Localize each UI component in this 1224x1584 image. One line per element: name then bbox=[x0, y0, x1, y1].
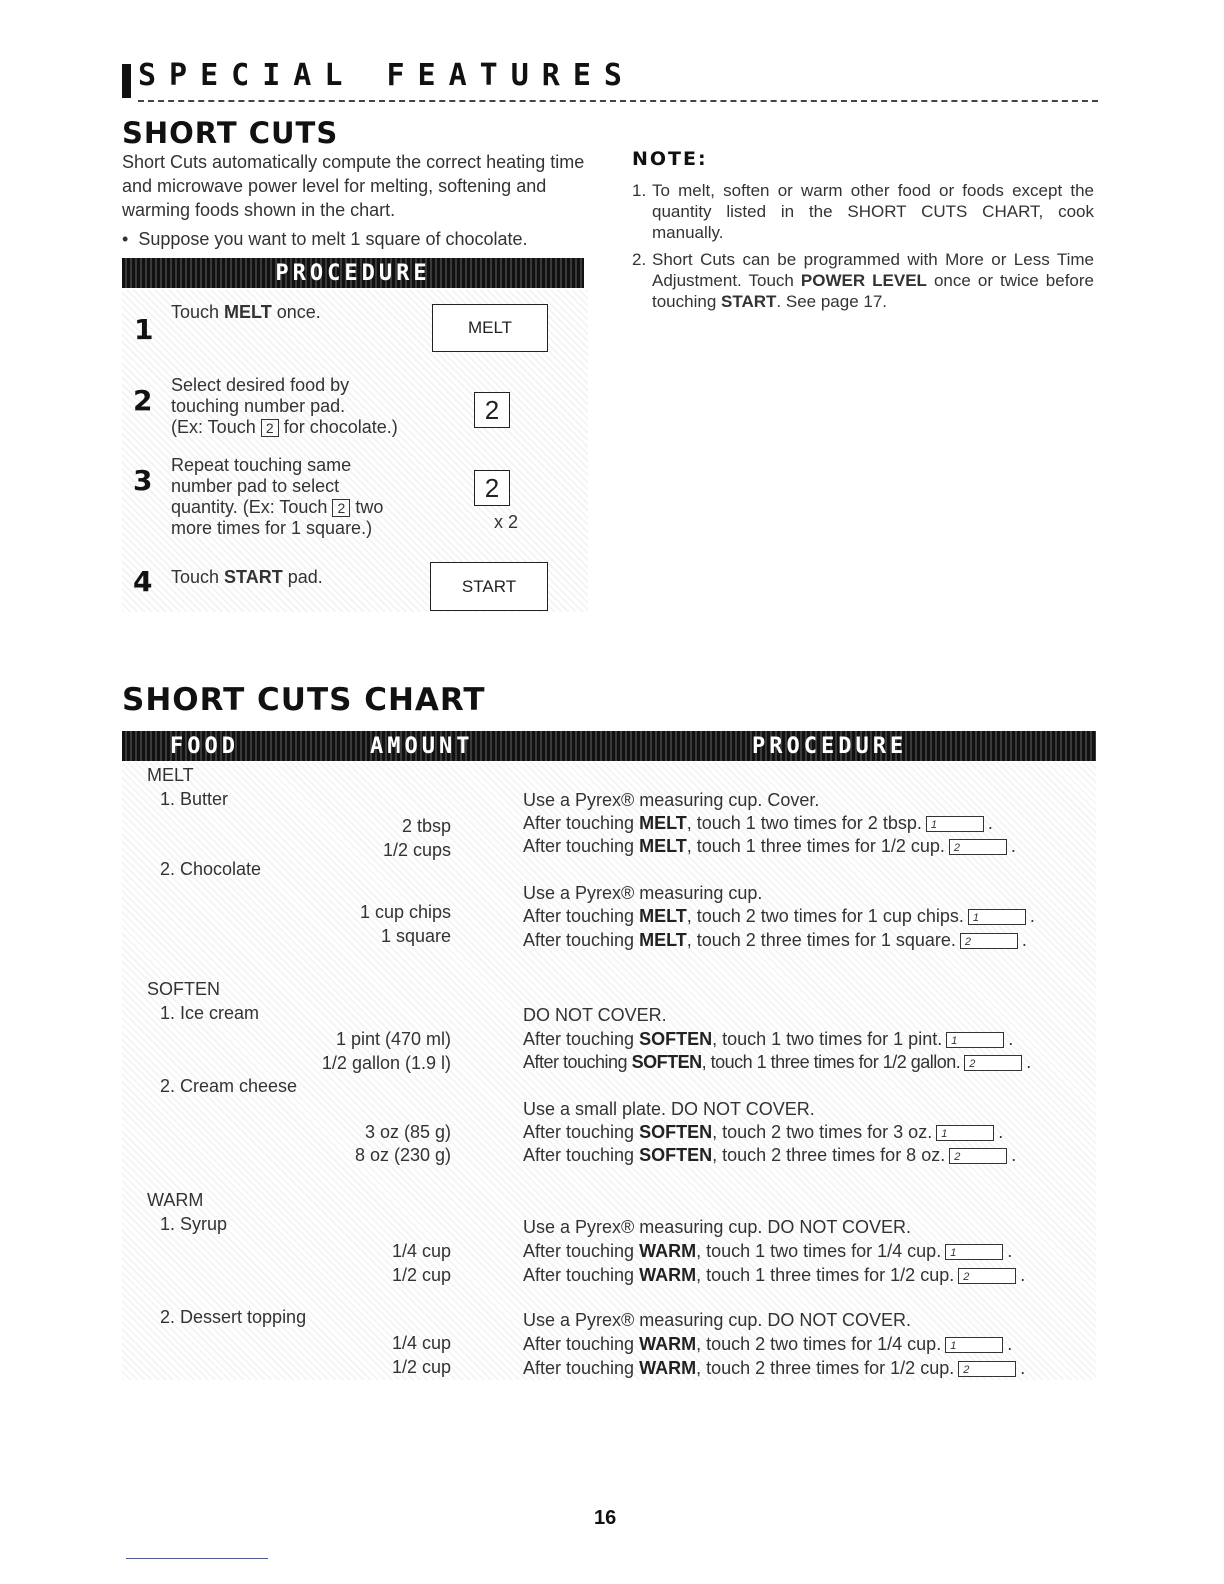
amount-butter-2: 1/2 cups bbox=[382, 840, 451, 860]
step-3-number: 3 bbox=[133, 464, 153, 497]
inline-number-key: 2 bbox=[261, 419, 279, 437]
col-procedure-label: PROCEDURE bbox=[752, 734, 908, 759]
start-key: START bbox=[430, 562, 548, 611]
col-food-label: FOOD bbox=[170, 734, 239, 759]
food-dessert-topping: 2. Dessert topping bbox=[160, 1307, 307, 1327]
amount-syrup-2: 1/2 cup bbox=[391, 1265, 451, 1285]
category-warm: WARM bbox=[147, 1190, 204, 1210]
page-number: 16 bbox=[594, 1507, 617, 1529]
food-ice-cream: 1. Ice cream bbox=[160, 1003, 260, 1023]
amount-syrup-1: 1/4 cup bbox=[391, 1241, 451, 1261]
chart-header-bar bbox=[122, 731, 1096, 761]
note-heading: NOTE: bbox=[632, 148, 708, 170]
intro-ice-cream: DO NOT COVER. bbox=[523, 1005, 667, 1025]
number-2-key-repeat: 2 bbox=[474, 470, 510, 506]
display-readout: 1 bbox=[926, 816, 984, 832]
intro-cream-cheese: Use a small plate. DO NOT COVER. bbox=[523, 1099, 815, 1119]
bullet-dot-icon: • bbox=[122, 229, 139, 249]
display-readout: 2 bbox=[949, 1148, 1007, 1164]
food-butter: 1. Butter bbox=[160, 789, 229, 809]
step-3-text: Repeat touching same number pad to select quantity. (Ex: Touch 2 two more times for 1 square.) bbox=[171, 455, 384, 538]
amount-choc-1: 1 cup chips bbox=[359, 902, 451, 922]
section-marker bbox=[122, 64, 131, 98]
proc-butter-2: After touching MELT, touch 1 three times for 1/2 cup. 2 . bbox=[523, 836, 1016, 856]
col-amount-label: AMOUNT bbox=[370, 734, 474, 759]
bullet-text: Suppose you want to melt 1 square of chocolate. bbox=[138, 229, 528, 249]
proc-ice-1: After touching SOFTEN, touch 1 two times for 1 pint. 1 . bbox=[523, 1029, 1014, 1049]
food-syrup: 1. Syrup bbox=[160, 1214, 228, 1234]
number-2-key: 2 bbox=[474, 392, 510, 428]
proc-dessert-2: After touching WARM, touch 2 three times for 1/2 cup. 2 . bbox=[523, 1358, 1026, 1378]
short-cuts-intro: Short Cuts automatically compute the correct heating time and microwave power level for melting, softening and warming foods shown in the chart. bbox=[122, 152, 585, 220]
food-chocolate: 2. Chocolate bbox=[160, 859, 262, 879]
category-melt: MELT bbox=[147, 765, 194, 785]
amount-ice-1: 1 pint (470 ml) bbox=[335, 1029, 451, 1049]
display-readout: 2 bbox=[949, 839, 1007, 855]
note-item-1: 1. To melt, soften or warm other food or foods except the quantity listed in the SHORT CUTS CHART, cook manually. bbox=[632, 181, 1094, 242]
display-readout: 1 bbox=[945, 1337, 1003, 1353]
melt-key: MELT bbox=[432, 304, 548, 352]
amount-butter-1: 2 tbsp bbox=[401, 816, 451, 836]
intro-butter: Use a Pyrex® measuring cup. Cover. bbox=[523, 790, 820, 810]
procedure-label: PROCEDURE bbox=[275, 260, 431, 286]
intro-syrup: Use a Pyrex® measuring cup. DO NOT COVER. bbox=[523, 1217, 912, 1237]
procedure-bar bbox=[122, 258, 584, 288]
display-readout: 1 bbox=[936, 1125, 994, 1141]
step-2-text: Select desired food by touching number pad. (Ex: Touch 2 for chocolate.) bbox=[171, 375, 398, 437]
example-bullet bbox=[122, 229, 592, 250]
header-dashed-rule bbox=[138, 100, 1098, 102]
footer-rule bbox=[126, 1558, 268, 1559]
intro-chocolate: Use a Pyrex® measuring cup. bbox=[523, 883, 763, 903]
display-readout: 2 bbox=[964, 1055, 1022, 1071]
amount-ice-2: 1/2 gallon (1.9 l) bbox=[321, 1053, 451, 1073]
display-readout: 2 bbox=[958, 1268, 1016, 1284]
display-readout: 1 bbox=[968, 909, 1026, 925]
multiplier-label: x 2 bbox=[494, 512, 519, 532]
proc-cheese-1: After touching SOFTEN, touch 2 two times for 3 oz. 1 . bbox=[523, 1122, 1004, 1142]
section-title: SPECIAL FEATURES bbox=[138, 58, 635, 93]
amount-cheese-2: 8 oz (230 g) bbox=[354, 1145, 451, 1165]
proc-butter-1: After touching MELT, touch 1 two times for 2 tbsp. 1 . bbox=[523, 813, 993, 833]
intro-dessert-topping: Use a Pyrex® measuring cup. DO NOT COVER. bbox=[523, 1310, 912, 1330]
note-item-2: 2. Short Cuts can be programmed with More or Less Time Adjustment. Touch POWER LEVEL once or twice before touching START. See page 17. bbox=[632, 250, 1094, 311]
amount-dessert-1: 1/4 cup bbox=[391, 1333, 451, 1353]
step-1-text: Touch MELT once. bbox=[171, 302, 321, 322]
amount-cheese-1: 3 oz (85 g) bbox=[364, 1122, 451, 1142]
proc-dessert-1: After touching WARM, touch 2 two times for 1/4 cup. 1 . bbox=[523, 1334, 1013, 1354]
inline-number-key: 2 bbox=[332, 499, 350, 517]
display-readout: 2 bbox=[960, 933, 1018, 949]
proc-choc-1: After touching MELT, touch 2 two times for 1 cup chips. 1 . bbox=[523, 906, 1035, 926]
category-soften: SOFTEN bbox=[147, 979, 221, 999]
proc-choc-2: After touching MELT, touch 2 three times for 1 square. 2 . bbox=[523, 930, 1027, 950]
display-readout: 1 bbox=[946, 1032, 1004, 1048]
amount-dessert-2: 1/2 cup bbox=[391, 1357, 451, 1377]
amount-choc-2: 1 square bbox=[380, 926, 451, 946]
food-cream-cheese: 2. Cream cheese bbox=[160, 1076, 298, 1096]
proc-ice-2: After touching SOFTEN, touch 1 three times for 1/2 gallon. 2 . bbox=[523, 1052, 1031, 1072]
chart-heading: SHORT CUTS CHART bbox=[122, 682, 486, 718]
proc-syrup-2: After touching WARM, touch 1 three times for 1/2 cup. 2 . bbox=[523, 1265, 1026, 1285]
step-4-text: Touch START pad. bbox=[171, 567, 323, 587]
step-2-number: 2 bbox=[133, 384, 153, 417]
display-readout: 1 bbox=[945, 1244, 1003, 1260]
proc-cheese-2: After touching SOFTEN, touch 2 three times for 8 oz. 2 . bbox=[523, 1145, 1017, 1165]
display-readout: 2 bbox=[958, 1361, 1016, 1377]
step-1-number: 1 bbox=[134, 313, 154, 346]
proc-syrup-1: After touching WARM, touch 1 two times for 1/4 cup. 1 . bbox=[523, 1241, 1013, 1261]
short-cuts-heading: SHORT CUTS bbox=[122, 116, 339, 150]
step-4-number: 4 bbox=[133, 565, 153, 598]
